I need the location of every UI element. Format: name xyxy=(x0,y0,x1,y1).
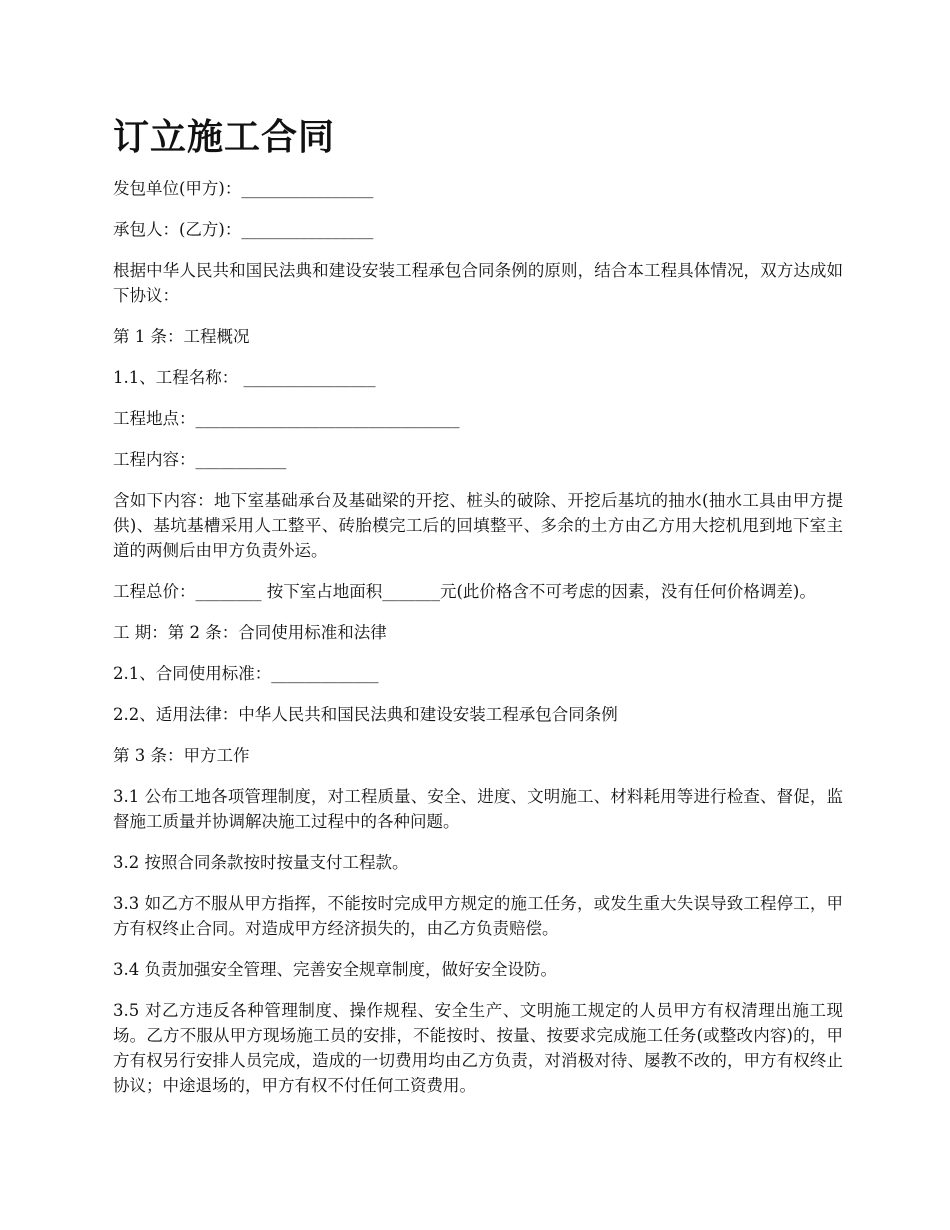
article-3-heading: 第 3 条：甲方工作 xyxy=(113,746,250,765)
article-2-heading: 工 期：第 2 条：合同使用标准和法律 xyxy=(113,623,387,642)
document-title: 订立施工合同 xyxy=(113,116,336,158)
clause-3-5: 3.5 对乙方违反各种管理制度、操作规程、安全生产、文明施工规定的人员甲方有权清理出施工现场。乙方不服从甲方现场施工员的安排，不能按时、按量、按要求完成施工任务(或整改内容)的，甲方有权另行安排人员完成，造成的一切费用均由乙方负责，对消极对待、屡教不改的，甲方有权终止协议；中途退场的，甲方有权不付任何工资费用。 xyxy=(113,1001,843,1095)
scope-paragraph: 含如下内容：地下室基础承台及基础梁的开挖、桩头的破除、开挖后基坑的抽水(抽水工具由甲方提供)、基坑基槽采用人工整平、砖胎模完工后的回填整平、多余的土方由乙方用大挖机甩到地下室主道的两侧后由甲方负责外运。 xyxy=(113,491,843,560)
project-location-field: 工程地点：________________________________ xyxy=(113,409,460,428)
article-1-heading: 第 1 条：工程概况 xyxy=(113,327,250,346)
project-name-field: 1.1、工程名称： ________________ xyxy=(113,368,376,387)
clause-2-1: 2.1、合同使用标准：_____________ xyxy=(113,664,379,683)
clause-3-2: 3.2 按照合同条款按时按量支付工程款。 xyxy=(113,853,409,872)
clause-3-1: 3.1 公布工地各项管理制度，对工程质量、安全、进度、文明施工、材料耗用等进行检查、督促，监督施工质量并协调解决施工过程中的各种问题。 xyxy=(113,787,843,831)
clause-2-2: 2.2、适用法律：中华人民共和国民法典和建设安装工程承包合同条例 xyxy=(113,705,618,724)
clause-3-4: 3.4 负责加强安全管理、完善安全规章制度，做好安全设防。 xyxy=(113,960,557,979)
document-page xyxy=(113,112,843,1114)
party-a-field: 发包单位(甲方)：________________ xyxy=(113,179,374,198)
party-b-field: 承包人：(乙方)：________________ xyxy=(113,220,374,239)
total-price-paragraph: 工程总价：________ 按下室占地面积_______元(此价格含不可考虑的因素，没有任何价格调差)。 xyxy=(113,582,816,601)
project-content-field: 工程内容：___________ xyxy=(113,450,287,469)
clause-3-3: 3.3 如乙方不服从甲方指挥，不能按时完成甲方规定的施工任务，或发生重大失误导致工程停工，甲方有权终止合同。对造成甲方经济损失的，由乙方负责赔偿。 xyxy=(113,894,843,938)
preamble-paragraph: 根据中华人民共和国民法典和建设安装工程承包合同条例的原则，结合本工程具体情况，双方达成如下协议： xyxy=(113,261,843,305)
